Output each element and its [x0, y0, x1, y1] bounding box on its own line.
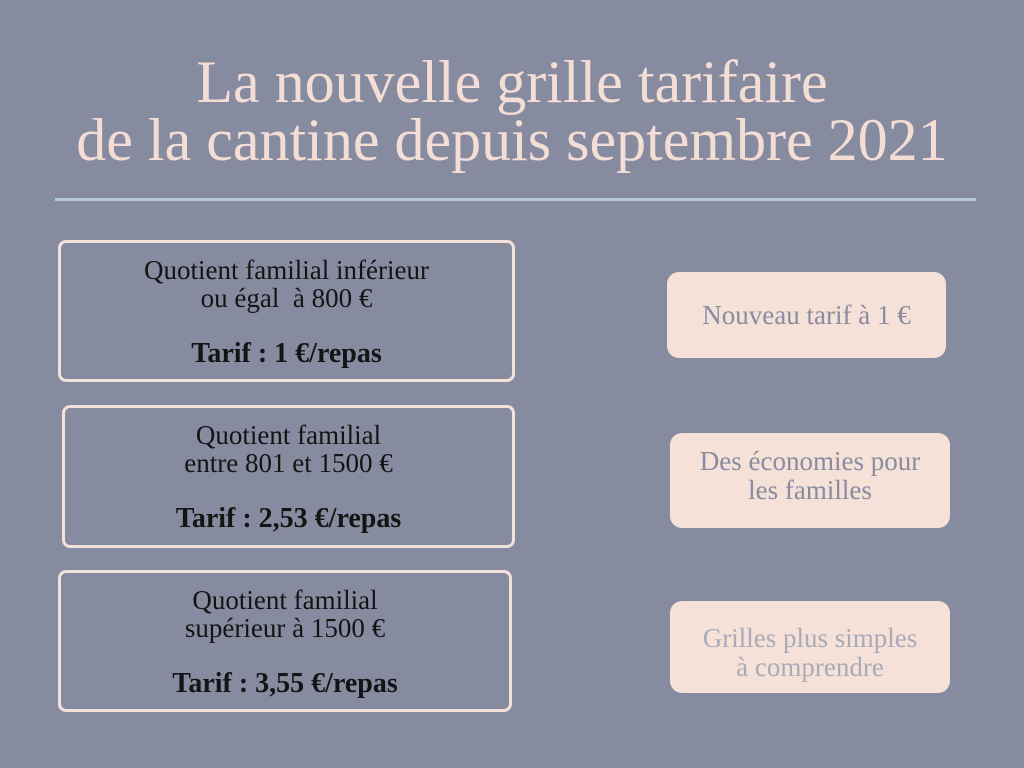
tier-price: Tarif : 1 €/repas [191, 338, 382, 369]
tier-condition-line-2: ou égal à 800 € [200, 283, 373, 313]
title-line-2: de la cantine depuis septembre 2021 [76, 107, 948, 173]
tier-condition-line-2: entre 801 et 1500 € [184, 448, 393, 478]
benefit-text-line: les familles [748, 474, 872, 505]
benefit-text-line: Grilles plus simples [702, 622, 918, 653]
tier-price: Tarif : 3,55 €/repas [172, 668, 398, 699]
title-divider [55, 198, 976, 201]
tier-price: Tarif : 2,53 €/repas [175, 503, 402, 534]
tariff-tier-card [58, 570, 512, 712]
tier-condition-line-1: Quotient familial [195, 420, 382, 450]
tariff-tier-card [58, 240, 515, 382]
benefit-card-new-rate [667, 272, 946, 358]
tariff-tier-card [62, 405, 515, 548]
benefit-text-line: Nouveau tarif à 1 € [702, 299, 911, 330]
title-line-1: La nouvelle grille tarifaire [196, 49, 828, 115]
tier-condition-line-2: supérieur à 1500 € [184, 613, 386, 643]
benefit-card-simpler-grid [670, 601, 950, 693]
benefit-text-line: Des économies pour [699, 445, 921, 476]
benefit-text-line: à comprendre [736, 651, 884, 682]
tier-condition-line-1: Quotient familial inférieur [144, 255, 429, 285]
tier-condition-line-1: Quotient familial [192, 585, 378, 615]
page-title [0, 49, 1024, 173]
benefit-card-savings [670, 433, 950, 528]
